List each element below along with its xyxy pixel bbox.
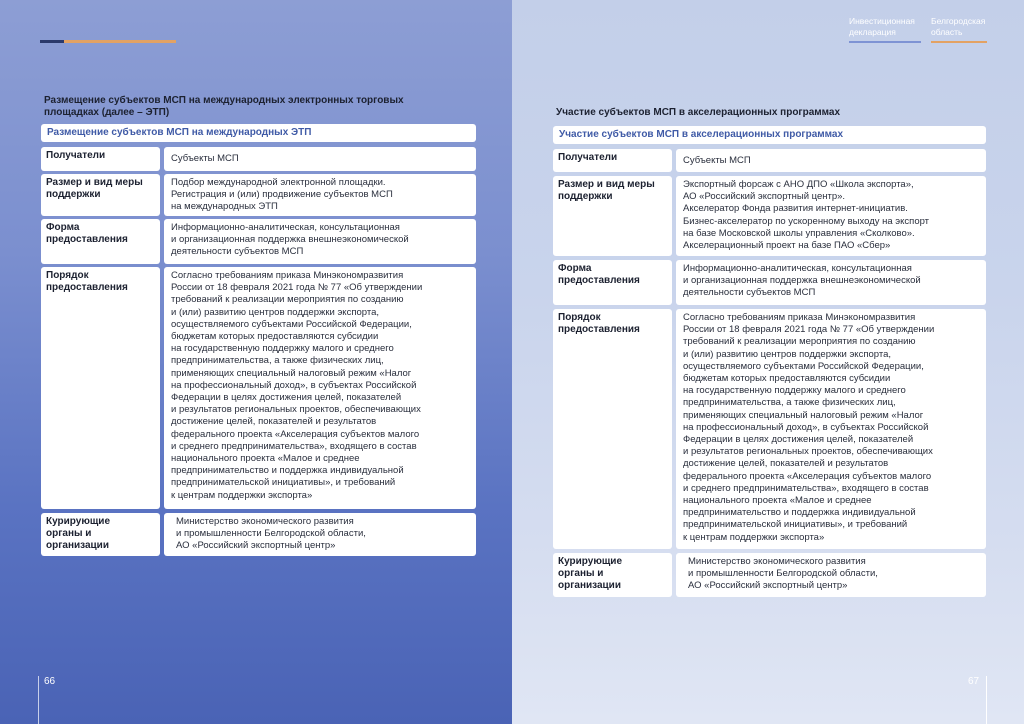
row-value-text: Информационно-аналитическая, консультационная и организационная поддержка внешнеэкономической деятельности субъектов МСП: [171, 222, 409, 258]
table-header-text: Участие субъектов МСП в акселерационных программах: [559, 129, 844, 140]
row-value-procedure: [164, 267, 476, 509]
row-label-recipients: [41, 147, 160, 171]
section-title: Размещение субъектов МСП на международных электронных торговых площадках (далее – ЭТП): [44, 95, 404, 118]
row-value-text: Субъекты МСП: [683, 155, 751, 166]
row-label-text: Размер и вид меры поддержки: [558, 179, 655, 202]
table-header: [41, 124, 476, 142]
row-label-form: [553, 260, 672, 305]
row-label-organizations: [41, 513, 160, 556]
row-label-recipients: [553, 149, 672, 172]
row-label-text: Курирующие органы и организации: [558, 556, 623, 591]
row-value-organizations: [164, 513, 476, 556]
table-header-text: Размещение субъектов МСП на международных ЭТП: [47, 127, 312, 138]
row-value-text: Согласно требованиям приказа Минэкономразвития России от 18 февраля 2021 года № 77 «Об утверждении требований к реализации мероприятия по созданию и (или) развитию центров поддержки экспорта, осуществляемого субъектами Российской Федерации, бюджетам которых предоставляются субсидии на государственную поддержку малого и среднего предпринимательства, а также физических лиц, применяющих специальный налоговый режим «Налог на профессиональный доход», в субъектах Российской Федерации в целях достижения целей, показателей и результатов региональных проектов, обеспечивающих достижение целей, показателей и результатов федерального проекта «Акселерация субъектов малого и среднего предпринимательства», входящего в состав национального проекта «Малое и среднее предпринимательство и поддержка индивидуальной предпринимательской инициативы», и требований к центрам поддержки экспорта»: [171, 270, 423, 501]
row-value-text: Экспортный форсаж с АНО ДПО «Школа экспорта», АО «Российский экспортный центр». Акселератор Фонда развития интернет-инициатив. Бизнес-акселератор по ускоренному выходу на экспорт на базе Московской школы управления «Сколково». Акселерационный проект на базе ПАО «Сбер»: [683, 179, 930, 252]
row-value-size: [676, 176, 986, 256]
row-label-procedure: [41, 267, 160, 509]
row-label-text: Размер и вид меры поддержки: [46, 177, 143, 200]
page-number: 67: [968, 676, 980, 687]
page-number: 66: [44, 676, 56, 687]
breadcrumb-investment-declaration[interactable]: Инвестиционная декларация: [849, 16, 915, 37]
page-divider-line: [38, 676, 39, 724]
row-label-text: Форма предоставления: [558, 263, 640, 286]
row-value-procedure: [676, 309, 986, 549]
breadcrumb-underline-active: [931, 41, 987, 43]
row-value-recipients: [676, 149, 986, 172]
row-value-text: Субъекты МСП: [171, 153, 239, 164]
table-header: [553, 126, 986, 144]
row-value-form: [164, 219, 476, 264]
row-label-text: Получатели: [558, 152, 618, 163]
row-label-text: Порядок предоставления: [46, 270, 128, 293]
row-label-text: Форма предоставления: [46, 222, 128, 245]
row-value-size: [164, 174, 476, 216]
page-divider-line: [986, 676, 987, 724]
row-value-organizations: [676, 553, 986, 597]
section-title: Участие субъектов МСП в акселерационных программах: [556, 107, 841, 118]
row-value-form: [676, 260, 986, 305]
row-label-text: Порядок предоставления: [558, 312, 640, 335]
row-label-size: [553, 176, 672, 256]
row-label-text: Курирующие органы и организации: [46, 516, 111, 551]
row-value-text: Министерство экономического развития и промышленности Белгородской области, АО «Российский экспортный центр»: [176, 516, 366, 552]
row-label-text: Получатели: [46, 150, 106, 161]
row-value-text: Информационно-аналитическая, консультационная и организационная поддержка внешнеэкономической деятельности субъектов МСП: [683, 263, 921, 299]
breadcrumb-belgorod-region[interactable]: Белгородская область: [931, 16, 986, 37]
row-value-recipients: [164, 147, 476, 171]
row-value-text: Подбор международной электронной площадки. Регистрация и (или) продвижение субъектов МСП на международных ЭТП: [171, 177, 393, 213]
right-page: [512, 0, 1024, 724]
row-label-form: [41, 219, 160, 264]
row-label-procedure: [553, 309, 672, 549]
row-value-text: Министерство экономического развития и промышленности Белгородской области, АО «Российский экспортный центр»: [688, 556, 878, 592]
row-value-text: Согласно требованиям приказа Минэкономразвития России от 18 февраля 2021 года № 77 «Об утверждении требований к реализации мероприятия по созданию и (или) развитию центров поддержки экспорта, осуществляемого субъектами Российской Федерации, бюджетам которых предоставляются субсидии на государственную поддержку малого и среднего предпринимательства, а также физических лиц, применяющих специальный налоговый режим «Налог на профессиональный доход», в субъектах Российской Федерации в целях достижения целей, показателей и результатов региональных проектов, обеспечивающих достижение целей, показателей и результатов федерального проекта «Акселерация субъектов малого и среднего предпринимательства», входящего в состав национального проекта «Малое и среднее предпринимательство и поддержка индивидуальной предпринимательской инициативы», и требований к центрам поддержки экспорта»: [683, 312, 935, 543]
row-label-organizations: [553, 553, 672, 597]
breadcrumb-underline: [849, 41, 921, 43]
row-label-size: [41, 174, 160, 216]
decorative-top-bar: [40, 40, 176, 43]
